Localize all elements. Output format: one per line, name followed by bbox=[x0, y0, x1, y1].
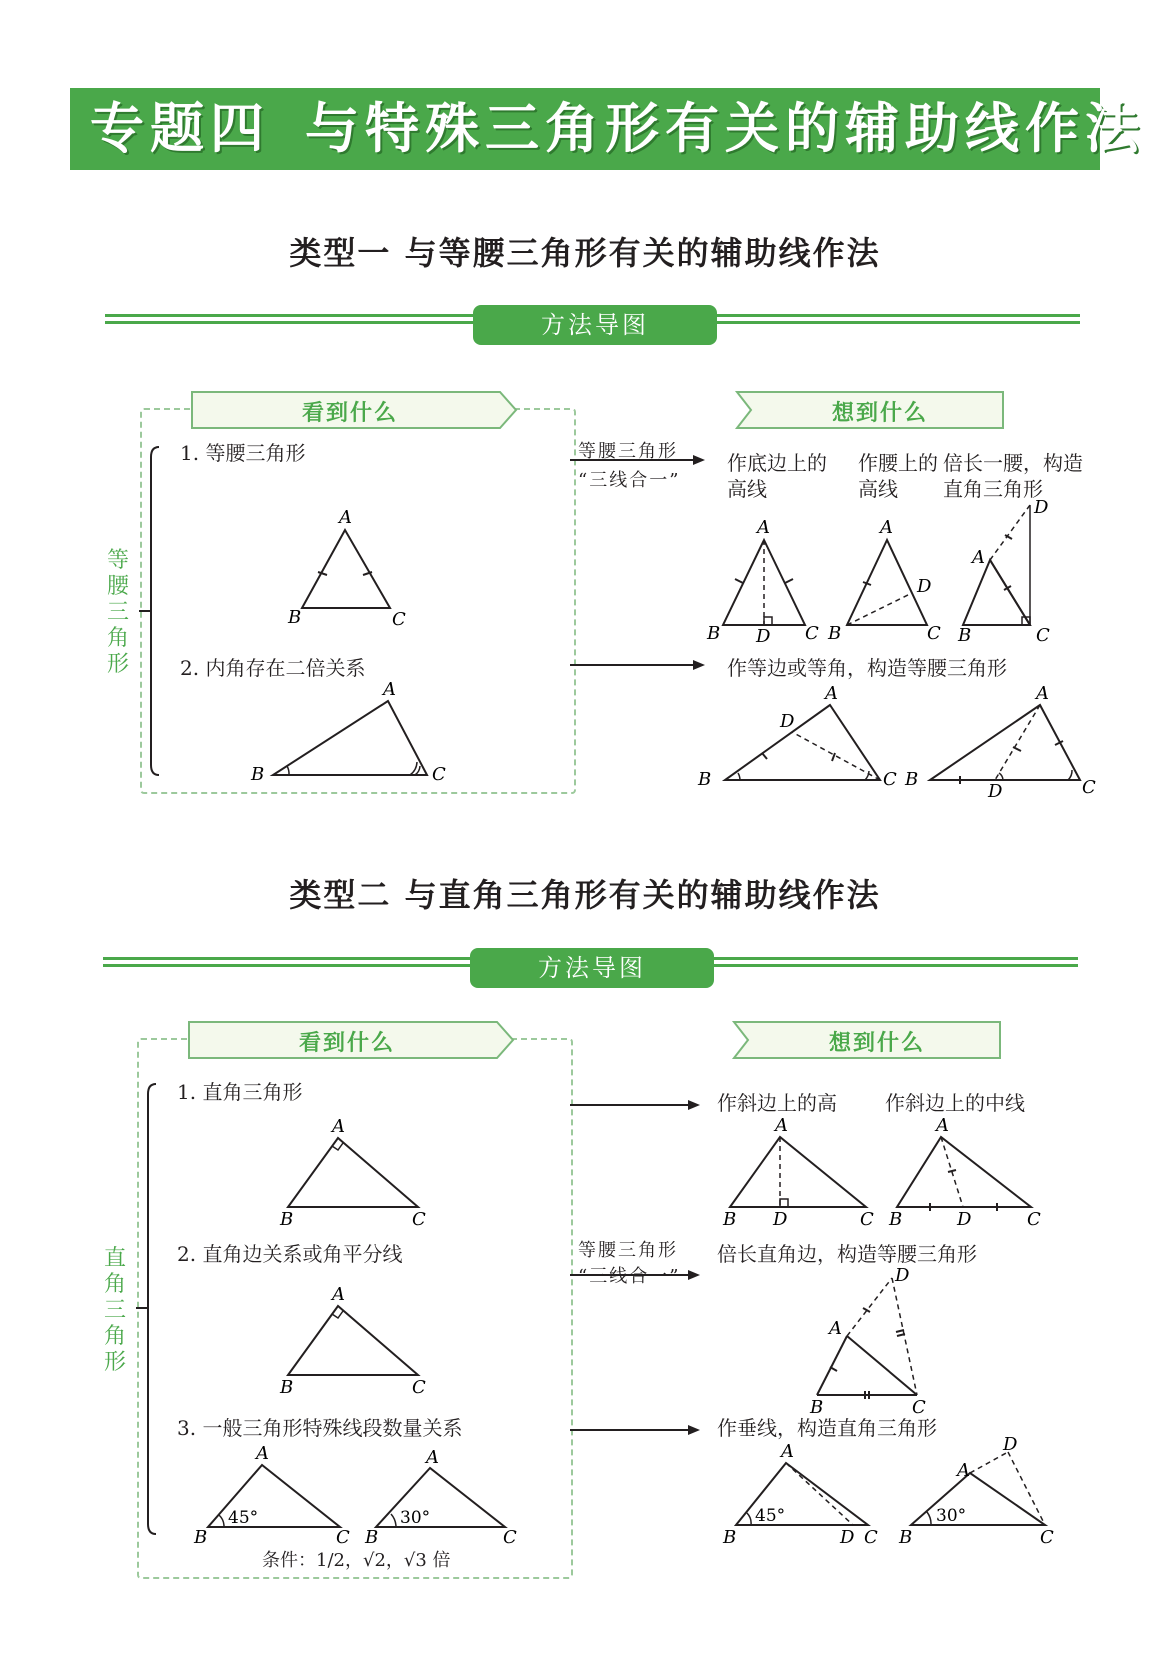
angle-45: 45° bbox=[755, 1506, 786, 1526]
label-B: B bbox=[288, 607, 302, 628]
label-C: C bbox=[432, 764, 446, 785]
label-B: B bbox=[889, 1209, 903, 1230]
section2-item2: 2. 直角边关系或角平分线 bbox=[177, 1242, 403, 1266]
label-B: B bbox=[365, 1527, 379, 1548]
section2-condition: 条件：1/2，√2，√3 倍 bbox=[262, 1550, 451, 1571]
label-A: A bbox=[383, 679, 396, 700]
figure-hyp-altitude bbox=[718, 1115, 878, 1230]
section1-method2: 作腰上的高线 bbox=[858, 451, 938, 501]
label-C: C bbox=[392, 609, 406, 630]
label-C: C bbox=[912, 1397, 926, 1418]
label-C: C bbox=[864, 1527, 878, 1548]
section2-method2: 作斜边上的中线 bbox=[885, 1091, 1025, 1115]
label-A: A bbox=[775, 1115, 788, 1136]
angle-30: 30° bbox=[400, 1508, 431, 1528]
section2-think-label: 想到什么 bbox=[828, 1031, 925, 1056]
label-C: C bbox=[412, 1209, 426, 1230]
label-A: A bbox=[829, 1318, 842, 1339]
section2-item1: 1. 直角三角形 bbox=[177, 1080, 303, 1104]
label-A: A bbox=[256, 1443, 269, 1464]
label-C: C bbox=[1040, 1527, 1054, 1548]
section1-side-label: 等腰三角形 bbox=[106, 548, 129, 677]
label-B: B bbox=[905, 769, 919, 790]
label-D: D bbox=[756, 626, 771, 647]
section2-arrow-top: 等腰三角形 bbox=[578, 1240, 678, 1261]
topic-number: 专题四 bbox=[90, 97, 270, 160]
section1-item1: 1. 等腰三角形 bbox=[180, 441, 306, 465]
label-B: B bbox=[280, 1209, 294, 1230]
section2-arrow-bottom: “三线合一” bbox=[578, 1266, 681, 1287]
label-C: C bbox=[412, 1377, 426, 1398]
label-D: D bbox=[988, 781, 1003, 802]
label-A: A bbox=[339, 507, 352, 528]
label-D: D bbox=[773, 1209, 788, 1230]
label-A: A bbox=[957, 1460, 970, 1481]
label-B: B bbox=[810, 1397, 824, 1418]
section1-arrow-bottom: “三线合一” bbox=[578, 470, 681, 491]
label-B: B bbox=[280, 1377, 294, 1398]
label-A: A bbox=[1036, 683, 1049, 704]
label-B: B bbox=[707, 623, 721, 644]
section1-title: 类型一 与等腰三角形有关的辅助线作法 bbox=[289, 234, 881, 272]
label-A: A bbox=[936, 1115, 949, 1136]
section1-bracket bbox=[135, 445, 165, 785]
section1-think-label: 想到什么 bbox=[831, 401, 928, 426]
label-D: D bbox=[917, 576, 932, 597]
section2-side-label: 直角三角形 bbox=[103, 1246, 126, 1375]
section2-method1: 作斜边上的高 bbox=[717, 1091, 837, 1115]
label-D: D bbox=[780, 711, 795, 732]
figure-base-altitude bbox=[705, 515, 819, 647]
figure-45-triangle bbox=[190, 1443, 360, 1548]
figure-double-right-leg bbox=[805, 1265, 945, 1423]
label-A: A bbox=[880, 517, 893, 538]
angle-30: 30° bbox=[936, 1506, 967, 1526]
label-C: C bbox=[503, 1527, 517, 1548]
section1-map-pill: 方法导图 bbox=[473, 305, 717, 345]
figure-right-triangle-2 bbox=[270, 1283, 440, 1398]
label-B: B bbox=[958, 625, 972, 646]
label-D: D bbox=[1003, 1434, 1018, 1455]
label-C: C bbox=[1036, 625, 1050, 646]
figure-equal-side bbox=[695, 685, 895, 795]
label-C: C bbox=[860, 1209, 874, 1230]
figure-30-perpendicular bbox=[895, 1434, 1065, 1548]
section1-item2: 2. 内角存在二倍关系 bbox=[180, 656, 366, 680]
figure-right-triangle-1 bbox=[270, 1115, 440, 1230]
label-A: A bbox=[781, 1441, 794, 1462]
label-D: D bbox=[895, 1265, 910, 1286]
figure-double-leg bbox=[950, 495, 1070, 645]
figure-hyp-median bbox=[885, 1115, 1045, 1230]
label-B: B bbox=[698, 769, 712, 790]
label-C: C bbox=[805, 623, 819, 644]
topic-banner bbox=[70, 88, 1145, 170]
label-A: A bbox=[757, 517, 770, 538]
figure-double-angle bbox=[245, 680, 455, 790]
section1-method4: 作等边或等角，构造等腰三角形 bbox=[727, 656, 1007, 680]
figure-equal-angle bbox=[900, 683, 1100, 802]
label-B: B bbox=[899, 1527, 913, 1548]
section1-method3: 倍长一腰，构造直角三角形 bbox=[943, 451, 1083, 501]
label-B: B bbox=[828, 623, 842, 644]
figure-30-triangle bbox=[360, 1447, 520, 1548]
label-B: B bbox=[723, 1209, 737, 1230]
label-C: C bbox=[336, 1527, 350, 1548]
angle-45: 45° bbox=[228, 1508, 259, 1528]
section2-see-label: 看到什么 bbox=[298, 1031, 395, 1056]
label-D: D bbox=[840, 1527, 855, 1548]
label-A: A bbox=[972, 547, 985, 568]
section1-arrow-top: 等腰三角形 bbox=[578, 441, 678, 462]
section2-title: 类型二 与直角三角形有关的辅助线作法 bbox=[289, 876, 881, 914]
figure-45-perpendicular bbox=[718, 1443, 878, 1548]
label-D: D bbox=[957, 1209, 972, 1230]
figure-isosceles bbox=[280, 505, 420, 630]
section2-method4: 作垂线，构造直角三角形 bbox=[717, 1416, 937, 1440]
label-A: A bbox=[825, 683, 838, 704]
label-D: D bbox=[1034, 497, 1049, 518]
figure-leg-altitude bbox=[825, 515, 945, 645]
topic-title: 与特殊三角形有关的辅助线作法 bbox=[305, 97, 1145, 160]
label-C: C bbox=[883, 769, 897, 790]
section2-map-pill: 方法导图 bbox=[470, 948, 714, 988]
label-A: A bbox=[426, 1447, 439, 1468]
label-C: C bbox=[1082, 777, 1096, 798]
label-C: C bbox=[1027, 1209, 1041, 1230]
section2-method3: 倍长直角边，构造等腰三角形 bbox=[717, 1242, 977, 1266]
label-B: B bbox=[251, 764, 265, 785]
section2-item3: 3. 一般三角形特殊线段数量关系 bbox=[177, 1416, 463, 1440]
label-A: A bbox=[332, 1284, 345, 1305]
label-C: C bbox=[927, 623, 941, 644]
section1-method1: 作底边上的高线 bbox=[727, 451, 827, 501]
section1-see-label: 看到什么 bbox=[301, 401, 398, 426]
label-B: B bbox=[194, 1527, 208, 1548]
section2-bracket bbox=[132, 1082, 162, 1542]
label-A: A bbox=[332, 1116, 345, 1137]
label-B: B bbox=[723, 1527, 737, 1548]
